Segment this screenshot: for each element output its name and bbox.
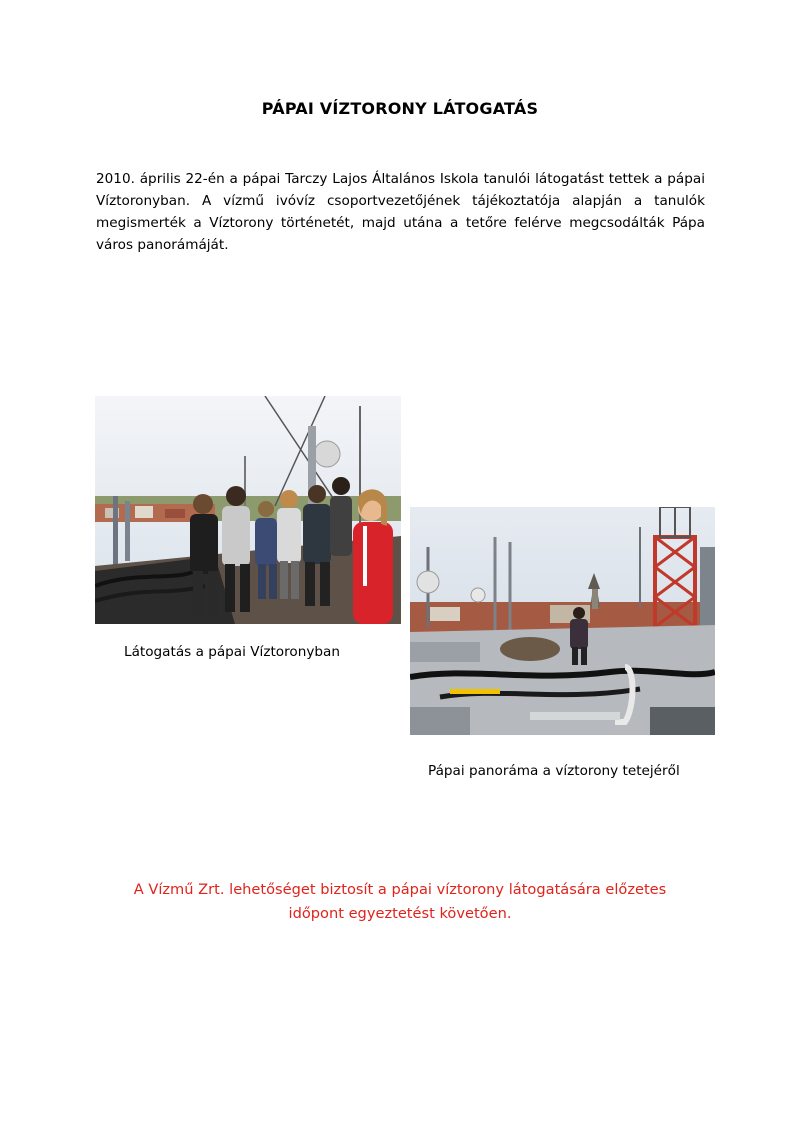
visit-notice-line-2: időpont egyeztetést követően. [288,905,512,922]
photo-caption-visitors: Látogatás a pápai Víztoronyban [124,644,340,660]
intro-paragraph: 2010. április 22-én a pápai Tarczy Lajos Általános Iskola tanulói látogatást tettek a pápai Víztoronyban. A vízmű ivóvíz csoportvezetőjének tájékoztatója alapján a tanulók megismerték a Víztorony történetét, majd utána a tetőre felérve megcsodálták Pápa város panorámáját. [96,171,705,253]
visit-notice-line-1: A Vízmű Zrt. lehetőséget biztosít a pápai víztorony látogatására előzetes [133,881,667,898]
visit-notice [0,878,800,926]
photo-panorama-from-top [410,507,715,735]
photo-visitors-on-roof [95,396,401,624]
photo-caption-panorama: Pápai panoráma a víztorony tetejéről [428,763,680,779]
page-title: PÁPAI VÍZTORONY LÁTOGATÁS [261,99,539,118]
